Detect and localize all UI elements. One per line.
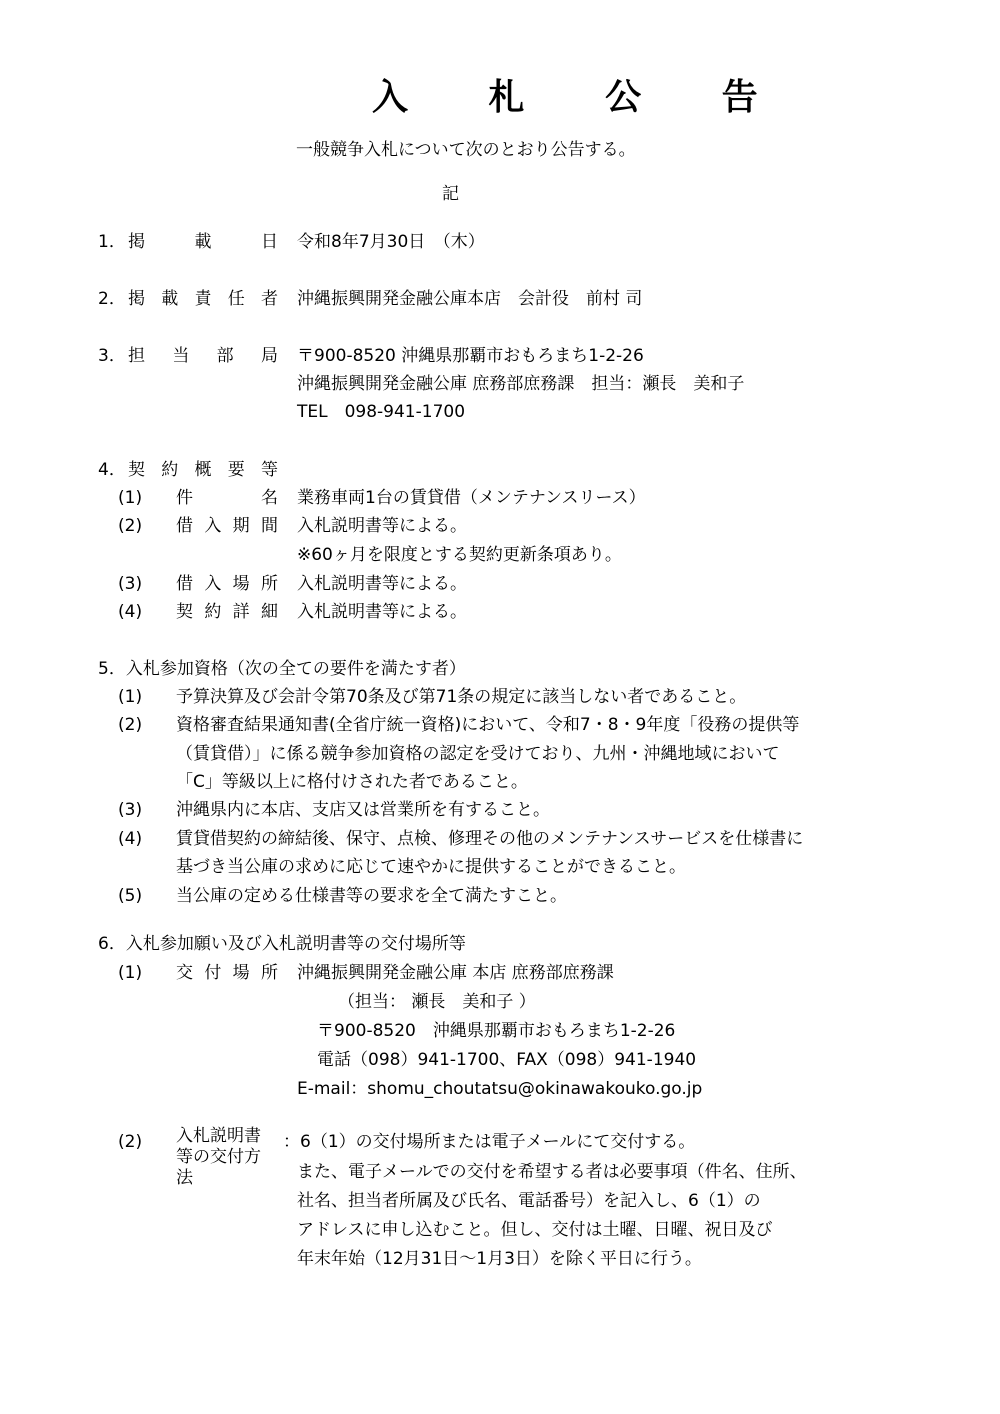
item-value: 入札説明書等による。 xyxy=(297,516,467,536)
contact-person: （担当： 瀬長 美和子 ） xyxy=(338,992,536,1012)
item-number: (1) xyxy=(118,963,143,983)
item-label-line: 入札説明書 xyxy=(176,1126,261,1146)
tel-line: TEL 098-941-1700 xyxy=(297,402,466,422)
item-label: 件 名 xyxy=(176,488,278,508)
item-text: 沖縄県内に本店、支店又は営業所を有すること。 xyxy=(176,800,550,820)
section-label: 掲 載 日 xyxy=(128,232,278,252)
item-text: 基づき当公庫の求めに応じて速やかに提供することができること。 xyxy=(176,857,686,877)
office-name: 沖縄振興開発金融公庫 本店 庶務部庶務課 xyxy=(297,963,614,983)
item-number: (3) xyxy=(118,574,143,594)
item-text: 「C」等級以上に格付けされた者であること。 xyxy=(176,772,528,792)
item-label: 交 付 場 所 xyxy=(176,963,278,983)
delivery-text: アドレスに申し込むこと。但し、交付は土曜、日曜、祝日及び xyxy=(297,1220,773,1240)
page-title: 入 札 公 告 xyxy=(372,77,792,118)
section-heading: 6．入札参加願い及び入札説明書等の交付場所等 xyxy=(98,934,466,954)
item-number: (4) xyxy=(118,829,143,849)
item-label-line: 法 xyxy=(176,1168,193,1188)
item-number: (2) xyxy=(118,516,143,536)
item-number: (1) xyxy=(118,488,143,508)
item-label: 借 入 場 所 xyxy=(176,574,278,594)
item-number: (3) xyxy=(118,800,143,820)
section-heading: 5．入札参加資格（次の全ての要件を満たす者） xyxy=(98,659,466,679)
section-value: 沖縄振興開発金融公庫本店 会計役 前村 司 xyxy=(297,289,643,309)
item-text: 予算決算及び会計令第70条及び第71条の規定に該当しない者であること。 xyxy=(176,687,747,707)
email-line: E-mail：shomu_choutatsu@okinawakouko.go.jp xyxy=(297,1079,703,1099)
item-number: (4) xyxy=(118,602,143,622)
item-number: (2) xyxy=(118,715,143,735)
address-line: 〒900-8520 沖縄県那覇市おもろまち1-2-26 xyxy=(317,1021,676,1041)
item-value: 入札説明書等による。 xyxy=(297,602,467,622)
ki-mark: 記 xyxy=(442,184,459,204)
item-number: (1) xyxy=(118,687,143,707)
section-number: 2． xyxy=(98,289,126,309)
phone-fax-line: 電話（098）941-1700、FAX（098）941-1940 xyxy=(317,1050,697,1070)
item-text: 賃貸借契約の締結後、保守、点検、修理その他のメンテナンスサービスを仕様書に xyxy=(176,829,804,849)
section-number: 4． xyxy=(98,460,126,480)
section-number: 1． xyxy=(98,232,126,252)
intro-text: 一般競争入札について次のとおり公告する。 xyxy=(296,140,636,160)
item-text: 当公庫の定める仕様書等の要求を全て満たすこと。 xyxy=(176,886,567,906)
section-number: 3． xyxy=(98,346,126,366)
section-label: 掲 載 責 任 者 xyxy=(128,289,278,309)
delivery-text: また、電子メールでの交付を希望する者は必要事項（件名、住所、 xyxy=(297,1162,807,1182)
item-note: ※60ヶ月を限度とする契約更新条項あり。 xyxy=(297,545,622,565)
item-text: 資格審査結果通知書(全省庁統一資格)において、令和7・8・9年度「役務の提供等 xyxy=(176,715,800,735)
item-number: (5) xyxy=(118,886,143,906)
item-label-line: 等の交付方 xyxy=(176,1147,261,1167)
section-label: 担 当 部 局 xyxy=(128,346,278,366)
item-value: 業務車両1台の賃貸借（メンテナンスリース） xyxy=(297,488,646,508)
section-label: 契 約 概 要 等 xyxy=(128,460,278,480)
department-line: 沖縄振興開発金融公庫 庶務部庶務課 担当：瀬長 美和子 xyxy=(297,374,745,394)
delivery-text: 社名、担当者所属及び氏名、電話番号）を記入し、6（1）の xyxy=(297,1191,761,1211)
section-value: 令和8年7月30日 （木） xyxy=(297,232,485,252)
item-number: (2) xyxy=(118,1132,143,1152)
item-label: 契 約 詳 細 xyxy=(176,602,278,622)
item-value: 入札説明書等による。 xyxy=(297,574,467,594)
address-line: 〒900-8520 沖縄県那覇市おもろまち1-2-26 xyxy=(297,346,644,366)
delivery-text: 年末年始（12月31日～1月3日）を除く平日に行う。 xyxy=(297,1249,702,1269)
item-label: 借 入 期 間 xyxy=(176,516,278,536)
item-text: （賃貸借）」に係る競争参加資格の認定を受けており、九州・沖縄地域において xyxy=(176,744,780,764)
delivery-text: ：6（1）の交付場所または電子メールにて交付する。 xyxy=(283,1132,696,1152)
